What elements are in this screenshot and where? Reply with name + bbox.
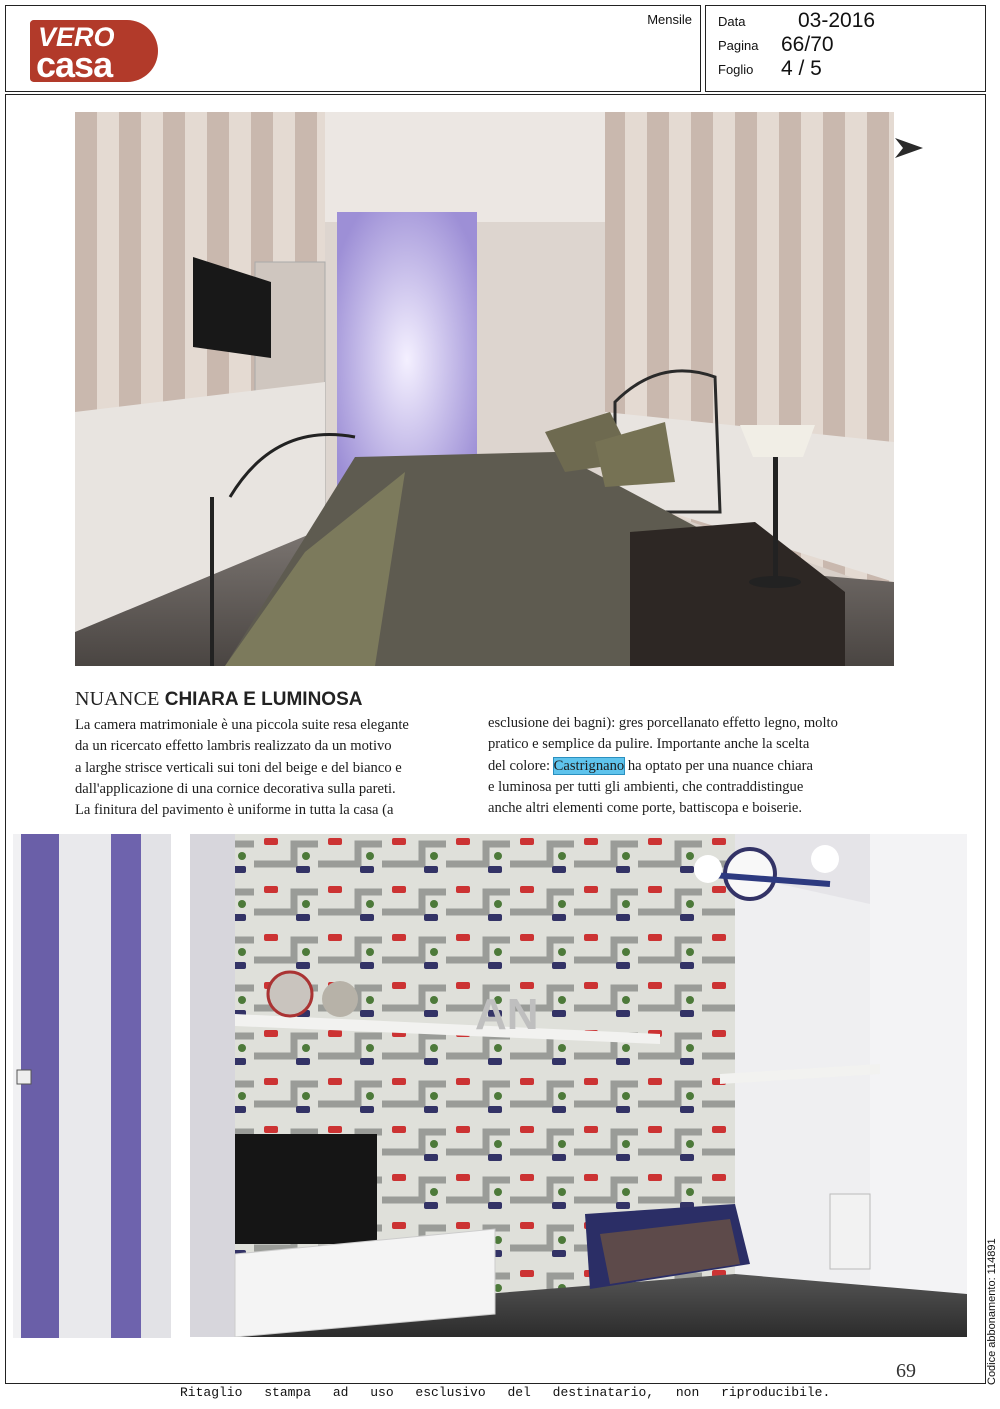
text-line: esclusione dei bagni): gres porcellanato effetto legno, molto xyxy=(488,715,838,731)
next-arrow-icon xyxy=(895,136,925,160)
heading-light: NUANCE xyxy=(75,688,165,710)
text-fragment: del colore: xyxy=(488,757,554,774)
text-line: e luminosa per tutti gli ambienti, che contraddistingue xyxy=(488,778,804,795)
meta-label-foglio: Foglio xyxy=(718,62,754,77)
frequency-label: Mensile xyxy=(647,12,692,27)
highlighted-name: Castrignano xyxy=(553,757,625,774)
text-line: pratico e semplice da pulire. Importante anche la scelta xyxy=(488,736,810,753)
meta-label-data: Data xyxy=(718,14,746,29)
logo-vero: VERO xyxy=(38,22,115,52)
text-line-highlight xyxy=(488,756,838,777)
article-heading xyxy=(75,688,362,711)
text-line: anche altri elementi come porte, battiscopa e boiserie. xyxy=(488,800,803,817)
meta-value-data: 03-2016 xyxy=(798,9,876,32)
subscription-code: Codice abbonamento: 114891 xyxy=(986,1238,998,1385)
clipping-footer: Ritaglio stampa ad uso esclusivo del destinatario, non riproducibile. xyxy=(180,1385,831,1400)
text-line: La camera matrimoniale è una piccola suite resa elegante xyxy=(75,717,409,733)
bedroom-photo xyxy=(75,112,894,666)
header-logo-box xyxy=(5,5,701,92)
letters-decor: AN xyxy=(475,990,539,1039)
text-line: da un ricercato effetto lambris realizzato da un motivo xyxy=(75,738,392,755)
text-fragment: ha optato per una nuance chiara xyxy=(624,757,814,774)
page-number: 69 xyxy=(896,1360,916,1382)
article-column-right xyxy=(488,713,838,819)
wardrobe-photo xyxy=(13,834,171,1338)
article-column-left xyxy=(75,715,409,821)
text-line: La finitura del pavimento è uniforme in tutta la casa (a xyxy=(75,802,394,819)
meta-value-pagina: 66/70 xyxy=(781,33,834,56)
meta-value-foglio: 4 / 5 xyxy=(781,57,822,80)
text-line: dall'applicazione di una cornice decorativa sulla pareti. xyxy=(75,780,396,797)
meta-label-pagina: Pagina xyxy=(718,38,759,53)
kids-room-photo xyxy=(190,834,967,1337)
header-meta-box xyxy=(705,5,986,92)
heading-bold: CHIARA E LUMINOSA xyxy=(164,689,363,710)
text-line: a larghe strisce verticali sui toni del beige e del bianco e xyxy=(75,759,402,776)
verocasa-logo xyxy=(30,20,158,85)
logo-casa: casa xyxy=(36,44,113,85)
